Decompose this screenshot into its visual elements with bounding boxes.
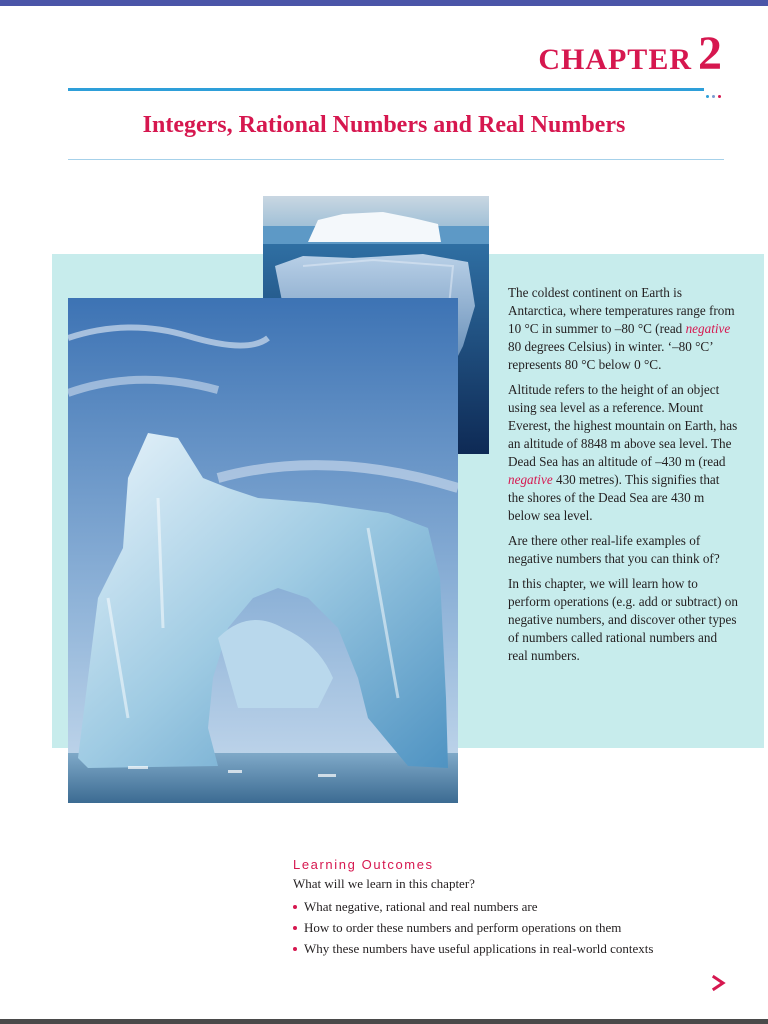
chevron-right-icon[interactable] xyxy=(708,972,730,994)
list-item: What negative, rational and real numbers are xyxy=(293,896,733,917)
intro-p1-text-b: 80 degrees Celsius) in winter. ‘–80 °C’ represents 80 °C below 0 °C. xyxy=(508,339,713,372)
intro-p2-text-b: 430 metres). This signifies that the shores of the Dead Sea are 430 m below sea level. xyxy=(508,472,720,523)
header-rule xyxy=(68,88,704,91)
learning-outcomes xyxy=(293,857,733,959)
intro-paragraph-1 xyxy=(508,284,738,374)
top-color-bar xyxy=(0,0,768,6)
intro-paragraph-3: Are there other real-life examples of negative numbers that you can think of? xyxy=(508,533,720,566)
learning-outcomes-question: What will we learn in this chapter? xyxy=(293,876,475,891)
title-divider xyxy=(68,159,724,160)
intro-text xyxy=(508,284,738,672)
intro-p1-text-a: The coldest continent on Earth is Antarctica, where temperatures range from 10 °C in summer to –80 °C (read xyxy=(508,285,735,336)
intro-paragraph-4: In this chapter, we will learn how to perform operations (e.g. add or subtract) on negative numbers, and discover other types of numbers called rational numbers and real numbers. xyxy=(508,576,738,663)
learning-outcomes-title: Learning Outcomes xyxy=(293,857,434,872)
chapter-word: CHAPTER xyxy=(538,43,692,76)
learning-outcomes-list xyxy=(293,896,733,959)
intro-p2-text-a: Altitude refers to the height of an object using sea level as a reference. Mount Everest, the highest mountain on Earth, has an altitude of 8848 m above sea level. The Dead Sea has an altitude of –430 m (read xyxy=(508,382,738,469)
intro-p1-negative: negative xyxy=(685,321,731,336)
ice-arch-image xyxy=(68,298,458,803)
list-item: Why these numbers have useful applications in real-world contexts xyxy=(293,938,733,959)
intro-p2-negative: negative xyxy=(508,472,553,487)
bottom-bar xyxy=(0,1019,768,1024)
intro-paragraph-2 xyxy=(508,381,738,525)
page-title: Integers, Rational Numbers and Real Numbers xyxy=(142,112,626,138)
chapter-heading xyxy=(538,26,722,81)
chapter-number: 2 xyxy=(698,27,722,80)
rule-dots xyxy=(706,87,726,93)
list-item: How to order these numbers and perform operations on them xyxy=(293,917,733,938)
